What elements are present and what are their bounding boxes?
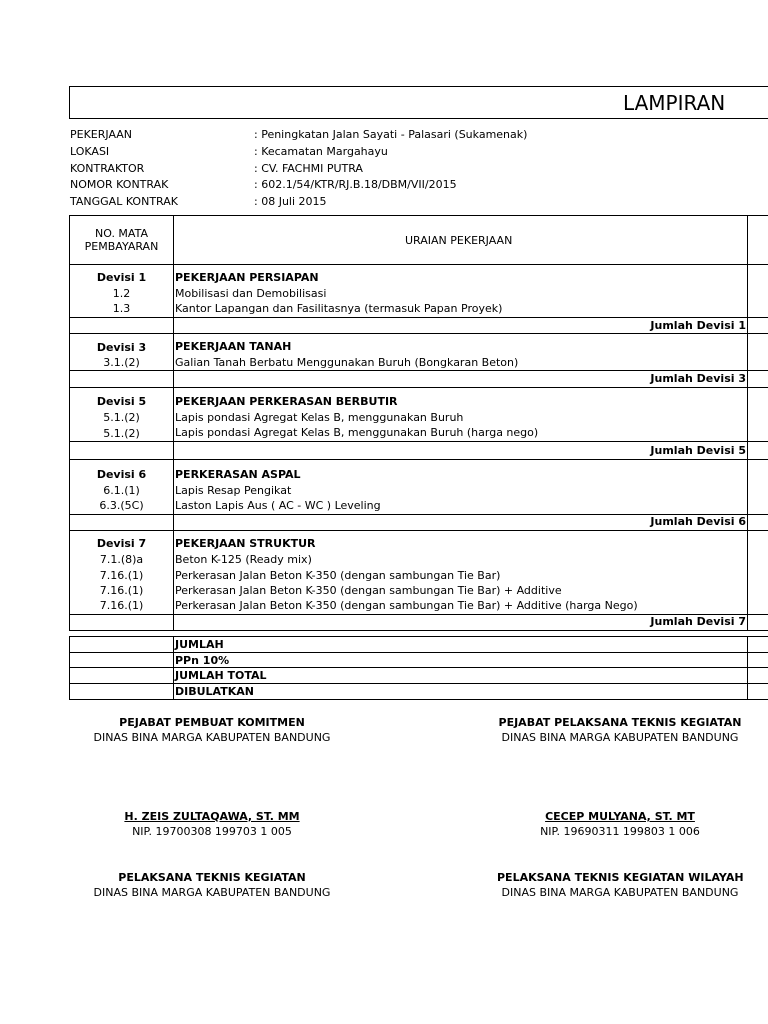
total-jumlah: JUMLAH <box>175 638 224 651</box>
item-no: 7.1.(8)a <box>99 553 144 566</box>
division-title: PEKERJAAN TANAH <box>175 340 292 353</box>
signature-name: CECEP MULYANA, ST. MT <box>545 810 695 823</box>
item-desc: Perkerasan Jalan Beton K-350 (dengan sambungan Tie Bar) + Additive <box>175 584 562 597</box>
item-no: 7.16.(1) <box>99 569 144 582</box>
division-subtotal: Jumlah Devisi 6 <box>650 515 746 528</box>
table-rule <box>173 215 174 631</box>
total-jumlah-total: JUMLAH TOTAL <box>175 669 267 682</box>
item-desc: Lapis pondasi Agregat Kelas B, menggunakan Buruh <box>175 411 464 424</box>
signature-role: PELAKSANA TEKNIS KEGIATAN <box>118 871 306 884</box>
item-no: 1.2 <box>112 287 131 300</box>
info-value: : Peningkatan Jalan Sayati - Palasari (Sukamenak) <box>254 128 528 141</box>
signature-nip: NIP. 19690311 199803 1 006 <box>540 825 700 838</box>
signature-name: H. ZEIS ZULTAQAWA, ST. MM <box>124 810 300 823</box>
signature-org: DINAS BINA MARGA KABUPATEN BANDUNG <box>501 731 739 744</box>
division-code: Devisi 1 <box>96 271 147 284</box>
item-desc: Galian Tanah Berbatu Menggunakan Buruh (Bongkaran Beton) <box>175 356 519 369</box>
division-subtotal: Jumlah Devisi 1 <box>650 319 746 332</box>
division-title: PEKERJAAN PERSIAPAN <box>175 271 319 284</box>
signature-role: PEJABAT PELAKSANA TEKNIS KEGIATAN <box>498 716 742 729</box>
division-title: PEKERJAAN STRUKTUR <box>175 537 316 550</box>
info-label: KONTRAKTOR <box>70 162 145 175</box>
item-desc: Lapis Resap Pengikat <box>175 484 292 497</box>
item-desc: Kantor Lapangan dan Fasilitasnya (termasuk Papan Proyek) <box>175 302 503 315</box>
info-label: NOMOR KONTRAK <box>70 178 169 191</box>
item-desc: Beton K-125 (Ready mix) <box>175 553 312 566</box>
item-desc: Laston Lapis Aus ( AC - WC ) Leveling <box>175 499 381 512</box>
info-value: : Kecamatan Margahayu <box>254 145 388 158</box>
item-desc: Mobilisasi dan Demobilisasi <box>175 287 327 300</box>
table-rule <box>747 215 748 631</box>
item-no: 5.1.(2) <box>103 411 140 424</box>
item-no: 6.1.(1) <box>103 484 140 497</box>
division-subtotal: Jumlah Devisi 3 <box>650 372 746 385</box>
item-desc: Perkerasan Jalan Beton K-350 (dengan sambungan Tie Bar) + Additive (harga Nego) <box>175 599 638 612</box>
header-no-mata-line2: PEMBAYARAN <box>84 240 159 253</box>
info-label: LOKASI <box>70 145 110 158</box>
info-value: : 08 Juli 2015 <box>254 195 327 208</box>
table-rule <box>173 636 174 700</box>
division-code: Devisi 7 <box>96 537 147 550</box>
page-title: LAMPIRAN <box>623 91 726 115</box>
header-uraian: URAIAN PEKERJAAN <box>405 234 513 247</box>
info-value: : 602.1/54/KTR/RJ.B.18/DBM/VII/2015 <box>254 178 457 191</box>
division-subtotal: Jumlah Devisi 7 <box>650 615 746 628</box>
signature-org: DINAS BINA MARGA KABUPATEN BANDUNG <box>501 886 739 899</box>
division-code: Devisi 3 <box>96 341 147 354</box>
table-rule <box>747 636 748 700</box>
division-code: Devisi 5 <box>96 395 147 408</box>
header-no-mata-line1: NO. MATA <box>95 227 148 240</box>
division-subtotal: Jumlah Devisi 5 <box>650 444 746 457</box>
signature-role: PELAKSANA TEKNIS KEGIATAN WILAYAH <box>497 871 744 884</box>
division-title: PERKERASAN ASPAL <box>175 468 301 481</box>
item-no: 7.16.(1) <box>99 584 144 597</box>
item-no: 1.3 <box>112 302 131 315</box>
signature-org: DINAS BINA MARGA KABUPATEN BANDUNG <box>93 731 331 744</box>
signature-org: DINAS BINA MARGA KABUPATEN BANDUNG <box>93 886 331 899</box>
info-label: TANGGAL KONTRAK <box>70 195 178 208</box>
item-desc: Perkerasan Jalan Beton K-350 (dengan sambungan Tie Bar) <box>175 569 501 582</box>
item-no: 7.16.(1) <box>99 599 144 612</box>
item-no: 6.3.(5C) <box>99 499 144 512</box>
division-title: PEKERJAAN PERKERASAN BERBUTIR <box>175 395 398 408</box>
item-desc: Lapis pondasi Agregat Kelas B, menggunakan Buruh (harga nego) <box>175 426 539 439</box>
table-rule <box>69 636 70 700</box>
info-label: PEKERJAAN <box>70 128 133 141</box>
info-value: : CV. FACHMI PUTRA <box>254 162 363 175</box>
item-no: 3.1.(2) <box>103 356 140 369</box>
total-dibulatkan: DIBULATKAN <box>175 685 254 698</box>
item-no: 5.1.(2) <box>103 427 140 440</box>
signature-nip: NIP. 19700308 199703 1 005 <box>132 825 292 838</box>
division-code: Devisi 6 <box>96 468 147 481</box>
total-ppn: PPn 10% <box>175 654 230 667</box>
signature-role: PEJABAT PEMBUAT KOMITMEN <box>119 716 305 729</box>
